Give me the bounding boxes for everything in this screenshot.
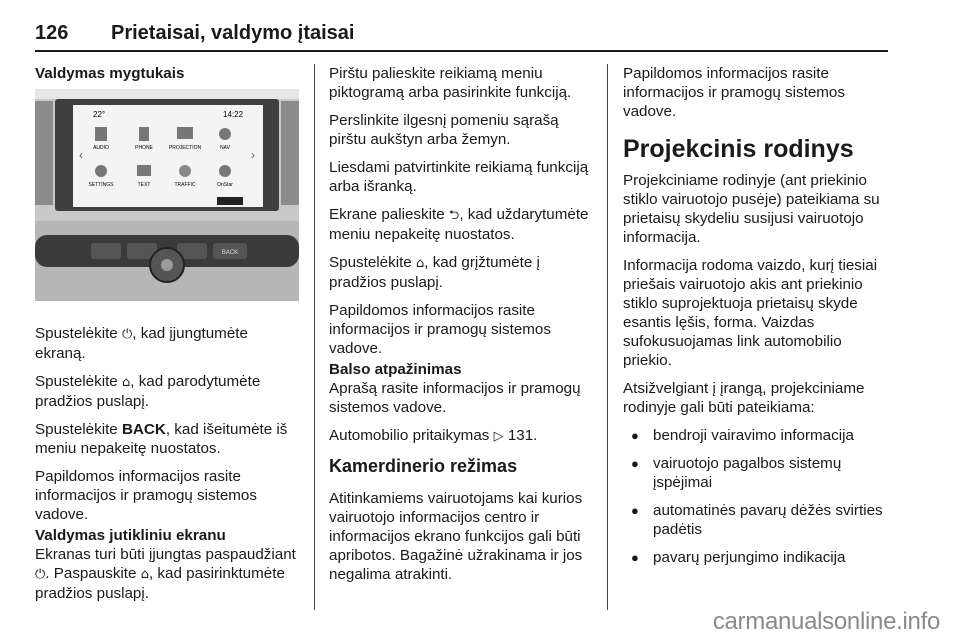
watermark: carmanualsonline.info — [712, 608, 940, 635]
hud-content-list — [623, 426, 889, 567]
app-label-projection: PROJECTION — [168, 145, 202, 151]
heading-head-up-display: Projekcinis rodinys — [623, 135, 854, 163]
column-3 — [623, 64, 889, 576]
home-button[interactable] — [91, 243, 121, 259]
home-icon: ⌂ — [121, 375, 131, 390]
screen-next-chevron[interactable]: › — [251, 148, 255, 162]
power-icon: ⏻ — [35, 567, 46, 582]
paragraph-personalization: Automobilio pritaikymas ▷ 131. — [329, 427, 538, 444]
power-icon: ⏻ — [121, 327, 133, 342]
app-label-phone: PHONE — [135, 145, 153, 151]
page-reference-icon: ▷ — [493, 429, 504, 444]
paragraph-hud-projection: Informacija rodoma vaizdo, kurį tiesiai priešais vairuotojo akis ant priekinio stiklo suprojektuoja prietaisų skyde esantis lęšis, forma. Vaizdas sufokusuojamas link automobilio priekio. — [623, 257, 878, 369]
back-button-label: BACK — [221, 250, 239, 256]
audio-icon[interactable] — [95, 127, 107, 141]
paragraph-hud-intro: Projekciniame rodinyje (ant priekinio stiklo vairuotojo pusėje) pateikiama su prietaisų skydeliu susijusi vairuotojo informacija. — [623, 172, 880, 246]
screen-prev-chevron[interactable]: ‹ — [79, 148, 83, 162]
column-divider-1 — [314, 64, 315, 610]
app-label-traffic: TRAFFIC — [174, 182, 196, 188]
paragraph-hud-contents: Atsižvelgiant į įrangą, projekciniame rodinyje gali būti pateikiama: — [623, 380, 865, 416]
app-label-onstar: OnStar — [217, 182, 233, 188]
page-title: Prietaisai, valdymo įtaisai — [111, 22, 355, 44]
list-item: ● bendroji vairavimo informacija — [623, 426, 889, 445]
paragraph-confirm: Liesdami patvirtinkite reikiamą funkciją arba išranką. — [329, 159, 589, 195]
nav-icon[interactable] — [219, 128, 231, 140]
text-icon[interactable] — [137, 165, 151, 176]
paragraph-more-info: Papildomos informacijos rasite informacijos ir pramogų sistemos vadove. — [35, 468, 257, 523]
paragraph-scroll: Perslinkite ilgesnį pomeniu sąrašą pirštu aukštyn arba žemyn. — [329, 112, 559, 148]
app-label-settings: SETTINGS — [88, 182, 114, 188]
touch-screen — [73, 105, 263, 207]
left-vent — [35, 101, 53, 205]
app-label-text: TEXT — [137, 182, 151, 188]
settings-icon[interactable] — [95, 165, 107, 177]
section-title: Valdymas mygtukais — [35, 65, 185, 82]
paragraph-power: Spustelėkite ⏻, kad įjungtumėte ekraną. — [35, 325, 248, 362]
paragraph-close-menu: Ekrane palieskite ⮌, kad uždarytumėte meniu nepakeitę nuostatos. — [329, 206, 589, 243]
paragraph-touch-icon: Pirštu palieskite reikiamą meniu piktogramą arba pasirinkite funkciją. — [329, 65, 572, 101]
subheading-touchscreen: Valdymas jutikliniu ekranu — [35, 527, 226, 544]
list-item: ● vairuotojo pagalbos sistemų įspėjimai — [623, 454, 889, 492]
power-icon — [161, 259, 173, 271]
paragraph-touchscreen: Ekranas turi būti įjungtas paspaudžiant ⏻. Paspauskite ⌂, kad pasirinktumėte pradžios puslapį. — [35, 546, 296, 602]
back-bold: BACK — [121, 421, 166, 438]
column-1 — [35, 64, 299, 612]
phone-icon[interactable] — [139, 127, 149, 141]
app-label-nav: NAV — [220, 145, 230, 151]
app-label-audio: AUDIO — [93, 145, 109, 151]
home-icon: ⌂ — [140, 567, 149, 582]
paragraph-home-return: Spustelėkite ⌂, kad grįžtumėte į pradžios puslapį. — [329, 254, 540, 291]
list-item: ● automatinės pavarų dėžės svirties padėtis — [623, 501, 889, 539]
paragraph-back: Spustelėkite BACK, kad išeitumėte iš meniu nepakeitę nuostatos. — [35, 421, 288, 457]
paragraph-more-info-2: Papildomos informacijos rasite informacijos ir pramogų sistemos vadove. — [329, 302, 551, 357]
paragraph-voice: Aprašą rasite informacijos ir pramogų sistemos vadove. — [329, 380, 581, 416]
back-arrow-icon: ⮌ — [448, 208, 460, 223]
infotainment-figure — [35, 89, 299, 301]
column-2 — [329, 64, 595, 593]
page-number: 126 — [35, 22, 69, 44]
onstar-icon[interactable] — [219, 165, 231, 177]
paragraph-home: Spustelėkite ⌂, kad parodytumėte pradžios puslapį. — [35, 373, 261, 410]
page-header — [35, 22, 354, 45]
dashboard-top-trim — [35, 89, 299, 99]
header-rule — [35, 50, 888, 52]
home-icon: ⌂ — [415, 256, 425, 271]
temperature-readout: 22° — [93, 110, 106, 119]
traffic-icon[interactable] — [179, 165, 191, 177]
paragraph-valet-mode: Atitinkamiems vairuotojams kai kurios vairuotojo informacijos centro ir informacijos ekrano funkcijos gali būti apribotos. Bagažinė užrakinama ir jos negalima atrakinti. — [329, 490, 583, 583]
screen-back-tab[interactable] — [217, 197, 243, 205]
column-divider-2 — [607, 64, 608, 610]
clock-readout: 14:22 — [223, 110, 244, 119]
right-vent — [281, 101, 299, 205]
paragraph-more-info-3: Papildomos informacijos rasite informacijos ir pramogų sistemos vadove. — [623, 65, 845, 120]
list-item: ● pavarų perjungimo indikacija — [623, 548, 889, 567]
subheading-voice: Balso atpažinimas — [329, 361, 462, 378]
heading-valet-mode: Kamerdinerio režimas — [329, 456, 518, 476]
projection-icon[interactable] — [177, 127, 193, 139]
